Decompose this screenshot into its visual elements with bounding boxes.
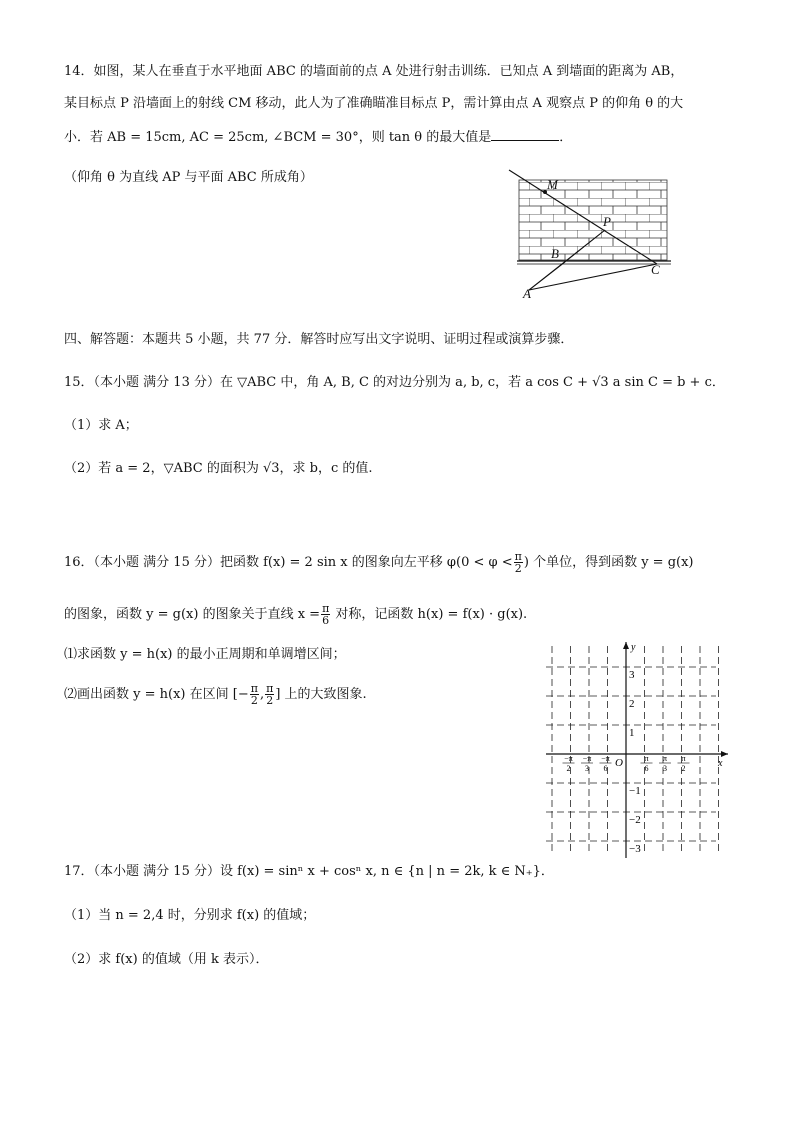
- q14-line2: 某目标点 P 沿墙面上的射线 CM 移动，此人为了准确瞄准目标点 P，需计算由点 A 观察点 P 的仰角 θ 的大: [64, 96, 684, 111]
- fraction-denominator: 2: [514, 562, 522, 575]
- y-axis-label: y: [631, 642, 636, 653]
- fraction-denominator: 2: [250, 694, 258, 707]
- q16-stem-b: ) 个单位，得到函数 y = g(x): [523, 555, 694, 570]
- fraction-pi-2-left: [250, 683, 259, 706]
- q15-part2: （2）若 a = 2，▽ABC 的面积为 √3，求 b，c 的值.: [64, 461, 373, 476]
- fraction-denominator: 2: [266, 694, 274, 707]
- segment-ac: [529, 264, 657, 290]
- q16-part2: [64, 683, 367, 706]
- x-tick-numerator: π: [644, 754, 649, 763]
- y-tick-label: 2: [629, 698, 635, 710]
- y-axis-arrow: [623, 642, 629, 649]
- x-tick-denominator: 2: [681, 764, 686, 773]
- q16-stem: [64, 551, 694, 574]
- x-axis-label: x: [718, 758, 723, 769]
- fraction-pi-2-right: [265, 683, 274, 706]
- x-tick-numerator: π: [681, 754, 686, 763]
- q16-part2-a: ⑵画出函数 y = h(x) 在区间 [−: [64, 687, 249, 702]
- q16-stem-a: 16．（本小题 满分 15 分）把函数 f(x) = 2 sin x 的图象向左平移 φ(0 < φ <: [64, 555, 513, 570]
- x-tick-numerator: −π: [564, 754, 573, 763]
- section-heading: 四、解答题：本题共 5 小题，共 77 分．解答时应写出文字说明、证明过程或演算步骤．: [64, 332, 574, 347]
- fraction-numerator: π: [514, 550, 522, 563]
- y-tick-label: −3: [629, 843, 641, 855]
- label-a: A: [523, 286, 531, 301]
- fraction-numerator: π: [250, 682, 258, 695]
- y-tick-label: 1: [629, 727, 635, 739]
- q14-line3: [64, 126, 572, 148]
- label-m: M: [547, 177, 558, 192]
- q17-part2: （2）求 f(x) 的值域（用 k 表示）．: [64, 952, 269, 967]
- q14-note: （仰角 θ 为直线 AP 与平面 ABC 所成角）: [64, 170, 313, 185]
- q14-line1: 14．如图，某人在垂直于水平地面 ABC 的墙面前的点 A 处进行射击训练．已知点 A 到墙面的距离为 AB，: [64, 64, 684, 79]
- x-tick-denominator: 2: [566, 764, 571, 773]
- q15-stem: 15．（本小题 满分 13 分）在 ▽ABC 中，角 A, B, C 的对边分别为 a, b, c，若 a cos C + √3 a sin C = b + c．: [64, 375, 725, 390]
- x-tick-numerator: π: [662, 754, 668, 763]
- q16-line2-b: 对称，记函数 h(x) = f(x) · g(x).: [331, 607, 528, 622]
- brick-wall: [519, 180, 667, 260]
- q16-part1: ⑴求函数 y = h(x) 的最小正周期和单调增区间；: [64, 647, 346, 662]
- fraction-numerator: π: [266, 682, 274, 695]
- fraction-denominator: 6: [322, 614, 330, 627]
- label-p: P: [603, 214, 611, 229]
- q15-part1: （1）求 A；: [64, 418, 138, 433]
- q14-line3-text: 小．若 AB = 15cm, AC = 25cm, ∠BCM = 30°，则 tan θ 的最大值是: [64, 130, 492, 145]
- fraction-pi-6: [321, 603, 330, 626]
- fraction-numerator: π: [322, 602, 330, 615]
- q16-part2-b: ] 上的大致图象.: [275, 687, 367, 702]
- wall-figure: [505, 166, 680, 302]
- q17-stem: 17．（本小题 满分 15 分）设 f(x) = sinⁿ x + cosⁿ x, n ∈ {n | n = 2k, k ∈ N₊}．: [64, 864, 554, 879]
- q14-line3-end: ．: [559, 130, 573, 145]
- x-tick-denominator: 3: [663, 764, 667, 773]
- coordinate-grid: [544, 640, 734, 860]
- q16-line2: [64, 603, 527, 626]
- q16-part2-comma: ,: [259, 687, 265, 702]
- q16-line2-a: 的图象，函数 y = g(x) 的图象关于直线 x =: [64, 607, 321, 622]
- x-tick-denominator: 6: [603, 764, 608, 773]
- y-tick-label: −2: [629, 814, 641, 826]
- x-tick-denominator: 6: [644, 764, 649, 773]
- y-tick-label: 3: [629, 669, 635, 681]
- y-tick-label: −1: [629, 785, 641, 797]
- answer-blank: [491, 126, 559, 141]
- x-axis-arrow: [721, 751, 728, 757]
- label-c: C: [651, 262, 660, 277]
- fraction-pi-2: [514, 551, 523, 574]
- x-tick-numerator: −π: [601, 754, 610, 763]
- x-tick-denominator: 3: [585, 764, 589, 773]
- origin-label: O: [615, 757, 623, 769]
- label-b: B: [551, 246, 559, 261]
- q17-part1: （1）当 n = 2,4 时，分别求 f(x) 的值域；: [64, 908, 316, 923]
- x-tick-numerator: −π: [582, 754, 592, 763]
